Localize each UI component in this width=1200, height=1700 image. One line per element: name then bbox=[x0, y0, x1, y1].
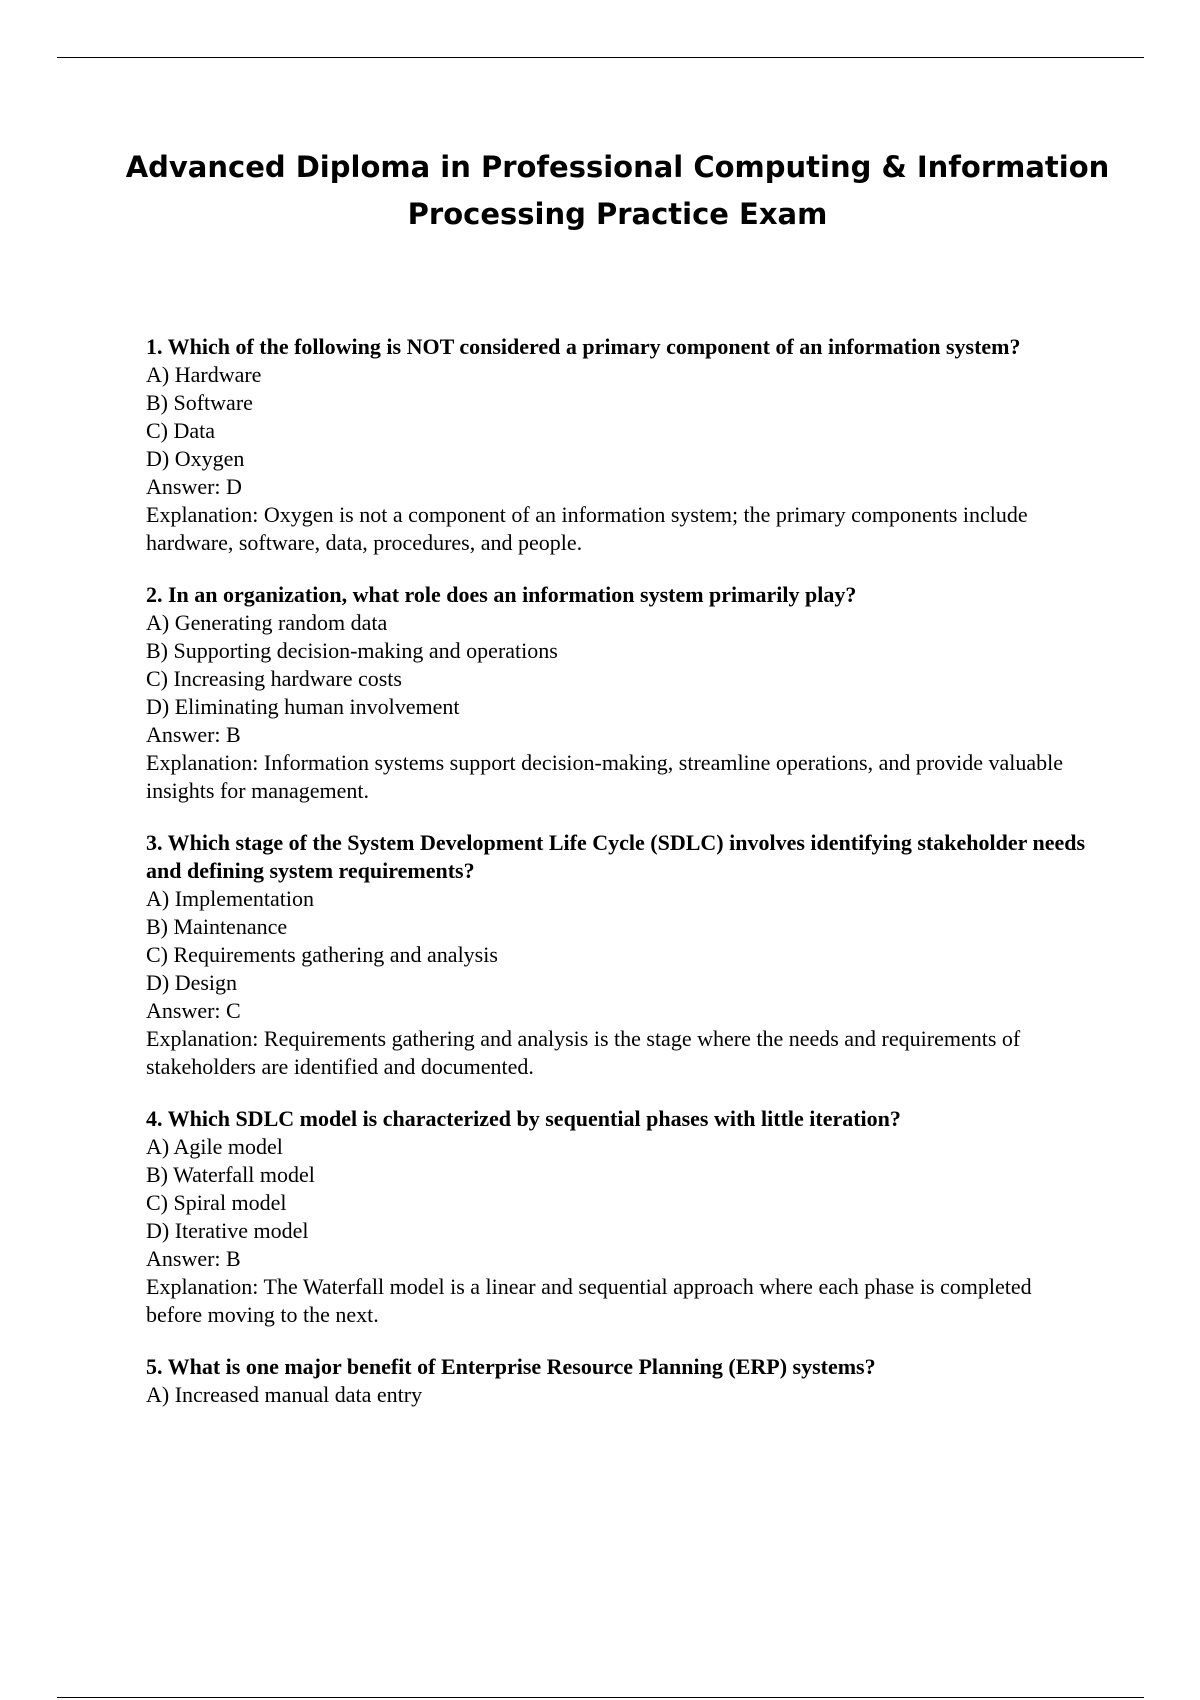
question-1 bbox=[146, 333, 1086, 557]
explanation: Explanation: Requirements gathering and analysis is the stage where the needs and requirements of stakeholders are identified and documented. bbox=[146, 1026, 1021, 1079]
option-b: B) Software bbox=[146, 390, 253, 415]
explanation: Explanation: Oxygen is not a component of an information system; the primary components include hardware, software, data, procedures, and people. bbox=[146, 502, 1028, 555]
option-a: A) Generating random data bbox=[146, 610, 388, 635]
option-a: A) Agile model bbox=[146, 1134, 283, 1159]
option-b: B) Waterfall model bbox=[146, 1162, 315, 1187]
question-text: 4. Which SDLC model is characterized by sequential phases with little iteration? bbox=[146, 1106, 901, 1131]
answer: Answer: B bbox=[146, 1246, 241, 1271]
footer-rule bbox=[57, 1697, 1144, 1698]
question-text: 1. Which of the following is NOT considered a primary component of an information system? bbox=[146, 334, 1021, 359]
question-4 bbox=[146, 1105, 1086, 1329]
explanation: Explanation: The Waterfall model is a linear and sequential approach where each phase is completed before moving to the next. bbox=[146, 1274, 1032, 1327]
explanation: Explanation: Information systems support decision-making, streamline operations, and provide valuable insights for management. bbox=[146, 750, 1064, 803]
question-text: 2. In an organization, what role does an information system primarily play? bbox=[146, 582, 857, 607]
option-b: B) Maintenance bbox=[146, 914, 288, 939]
option-c: C) Spiral model bbox=[146, 1190, 287, 1215]
answer: Answer: B bbox=[146, 722, 241, 747]
option-d: D) Iterative model bbox=[146, 1218, 309, 1243]
option-a: A) Hardware bbox=[146, 362, 262, 387]
option-c: C) Data bbox=[146, 418, 216, 443]
question-text: 3. Which stage of the System Development Life Cycle (SDLC) involves identifying stakeholder needs and defining system requirements? bbox=[146, 830, 1086, 883]
option-d: D) Design bbox=[146, 970, 238, 995]
option-d: D) Oxygen bbox=[146, 446, 245, 471]
question-3 bbox=[146, 829, 1086, 1081]
option-a: A) Increased manual data entry bbox=[146, 1382, 423, 1407]
question-2 bbox=[146, 581, 1086, 805]
option-c: C) Requirements gathering and analysis bbox=[146, 942, 498, 967]
answer: Answer: C bbox=[146, 998, 241, 1023]
question-5 bbox=[146, 1353, 1086, 1409]
option-d: D) Eliminating human involvement bbox=[146, 694, 460, 719]
option-b: B) Supporting decision-making and operations bbox=[146, 638, 558, 663]
option-a: A) Implementation bbox=[146, 886, 315, 911]
answer: Answer: D bbox=[146, 474, 242, 499]
header-rule bbox=[57, 57, 1144, 58]
question-list bbox=[146, 333, 1086, 1433]
option-c: C) Increasing hardware costs bbox=[146, 666, 402, 691]
document-title: Advanced Diploma in Professional Computing & Information Processing Practice Exam bbox=[125, 150, 1110, 231]
question-text: 5. What is one major benefit of Enterprise Resource Planning (ERP) systems? bbox=[146, 1354, 876, 1379]
